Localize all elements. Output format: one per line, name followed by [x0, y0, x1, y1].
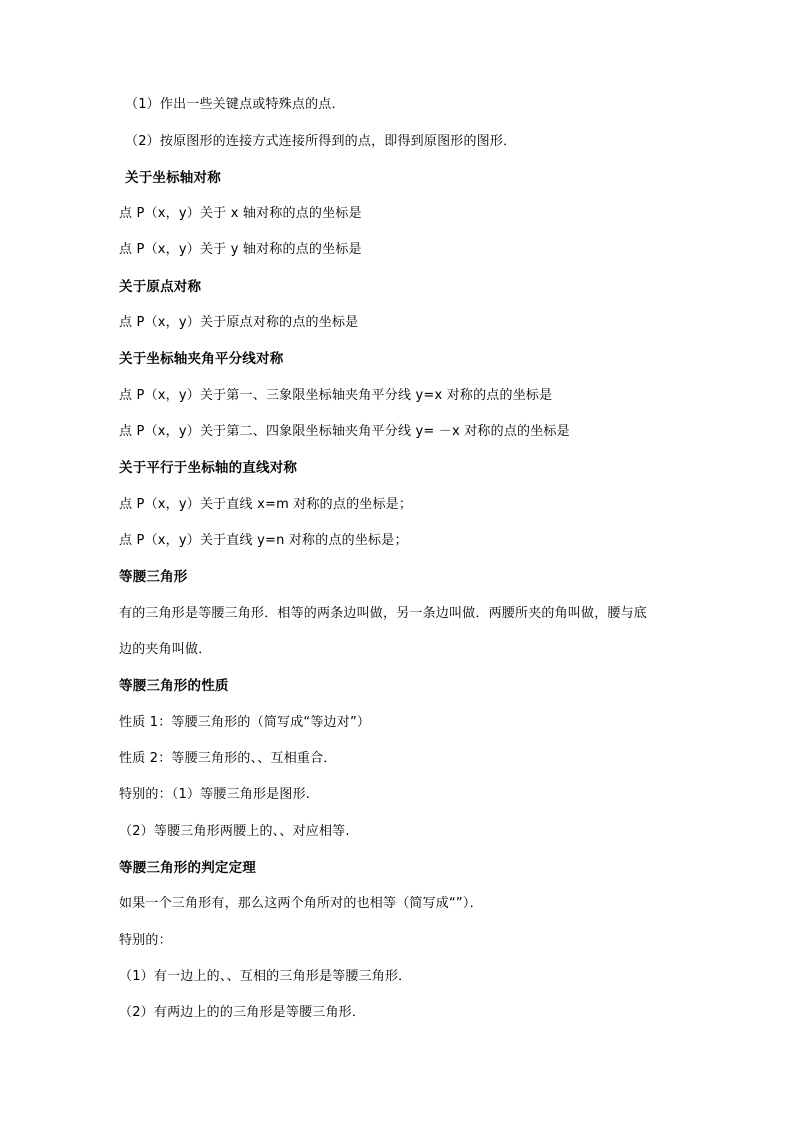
text-line-23: 如果一个三角形有，那么这两个角所对的也相等（简写成“”）．	[119, 896, 483, 911]
section-heading-parallel-line-symmetry: 关于平行于坐标轴的直线对称	[119, 460, 298, 476]
text-line-12: 点 P（x，y）关于直线 x=m 对称的点的坐标是；	[119, 497, 413, 512]
text-line-4: 点 P（x，y）关于 x 轴对称的点的坐标是	[119, 206, 362, 221]
text-line-18: 性质 1：等腰三角形的（简写成“等边对”）	[119, 715, 371, 730]
text-line-20: 特别的：（1）等腰三角形是图形.	[119, 787, 311, 802]
text-line-9: 点 P（x，y）关于第一、三象限坐标轴夹角平分线 y=x 对称的点的坐标是	[119, 388, 553, 403]
text-line-10: 点 P（x，y）关于第二、四象限坐标轴夹角平分线 y= －x 对称的点的坐标是	[119, 424, 570, 439]
section-heading-axis-symmetry: 关于坐标轴对称	[125, 170, 221, 186]
text-line-15: 有的三角形是等腰三角形．相等的两条边叫做，另一条边叫做．两腰所夹的角叫做，腰与底	[119, 606, 648, 621]
section-heading-isosceles-triangle: 等腰三角形	[119, 569, 188, 585]
section-heading-bisector-symmetry: 关于坐标轴夹角平分线对称	[119, 351, 284, 367]
text-line-21: （2）等腰三角形两腰上的、、对应相等.	[119, 824, 350, 839]
text-line-16: 边的夹角叫做．	[119, 642, 212, 657]
text-line-5: 点 P（x，y）关于 y 轴对称的点的坐标是	[119, 242, 362, 257]
text-line-13: 点 P（x，y）关于直线 y=n 对称的点的坐标是；	[119, 533, 408, 548]
text-line-19: 性质 2：等腰三角形的、、互相重合．	[119, 751, 337, 766]
section-heading-isosceles-properties: 等腰三角形的性质	[119, 678, 229, 694]
section-heading-isosceles-criteria: 等腰三角形的判定定理	[119, 860, 256, 876]
section-heading-origin-symmetry: 关于原点对称	[119, 279, 202, 295]
text-line-25: （1）有一边上的、、互相的三角形是等腰三角形．	[119, 969, 412, 984]
text-line-7: 点 P（x，y）关于原点对称的点的坐标是	[119, 315, 359, 330]
text-line-24: 特别的：	[119, 933, 172, 948]
text-line-1: （1）作出一些关键点或特殊点的点．	[125, 97, 345, 112]
text-line-26: （2）有两边上的的三角形是等腰三角形．	[119, 1005, 366, 1020]
text-line-2: （2）按原图形的连接方式连接所得到的点，即得到原图形的图形．	[125, 134, 517, 149]
